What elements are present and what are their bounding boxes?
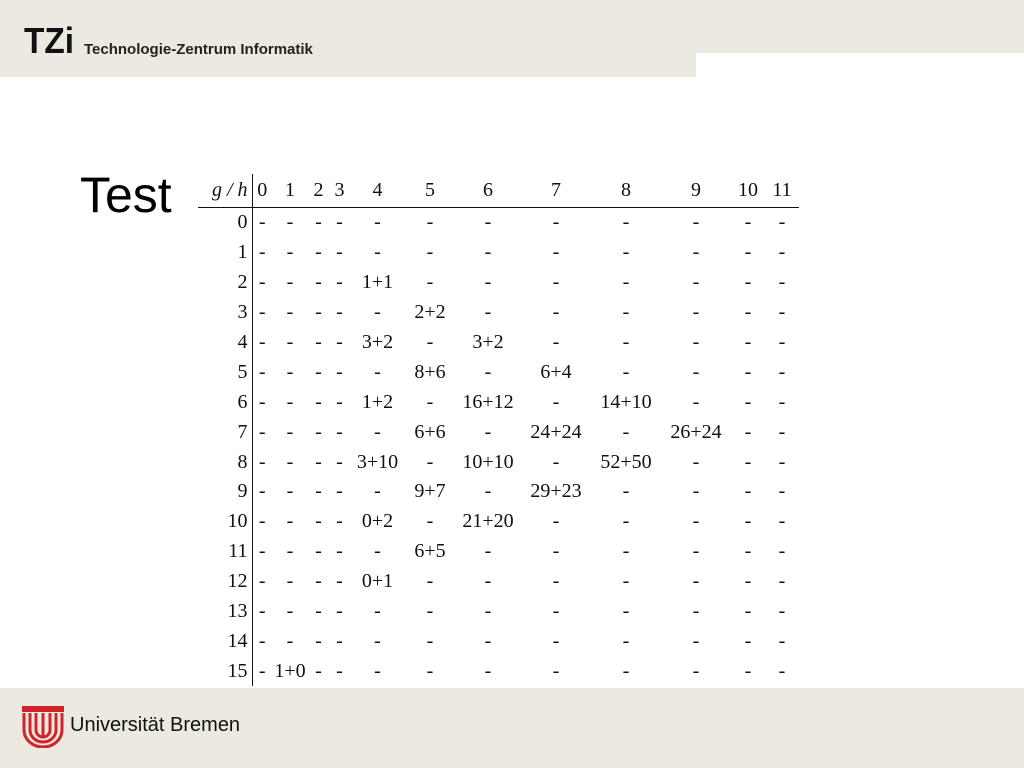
- table-row: [198, 298, 799, 328]
- table-cell: 21+20: [462, 510, 514, 533]
- table-cell: -: [315, 271, 322, 294]
- table-cell: -: [622, 480, 630, 503]
- table-cell: -: [286, 390, 294, 413]
- table-cell: -: [426, 211, 434, 234]
- table-cell: -: [336, 301, 343, 324]
- table-cell: -: [315, 659, 322, 682]
- table-cell: -: [258, 450, 266, 473]
- table-cell: -: [552, 600, 560, 623]
- header-title: Technologie-Zentrum Informatik: [84, 41, 313, 58]
- table-cell: 0+1: [361, 570, 394, 593]
- table-cell: -: [374, 241, 381, 264]
- table-cell: 8+6: [414, 360, 446, 383]
- row-header: 10: [198, 507, 252, 537]
- table-cell: -: [258, 420, 266, 443]
- table-cell: -: [286, 301, 294, 324]
- table-cell: -: [692, 510, 700, 533]
- table-cell: -: [258, 211, 266, 234]
- university-name: Universität Bremen: [70, 714, 241, 736]
- table-cell: -: [744, 241, 752, 264]
- table-cell: -: [484, 301, 492, 324]
- table-cell: -: [286, 331, 294, 353]
- table-cell: -: [336, 360, 343, 383]
- table-cell: -: [336, 420, 343, 443]
- column-header: 6: [455, 174, 521, 208]
- table-cell: -: [374, 420, 381, 443]
- table-cell: 6+6: [414, 420, 446, 443]
- table-cell: -: [426, 510, 434, 533]
- table-cell: -: [426, 331, 434, 353]
- table-cell: -: [552, 540, 560, 563]
- table-cell: -: [258, 570, 266, 593]
- table-cell: -: [778, 301, 786, 324]
- table-cell: -: [692, 629, 700, 652]
- table-cell: -: [336, 450, 343, 473]
- table-cell: 6+5: [414, 540, 446, 563]
- row-header: 8: [198, 447, 252, 477]
- table-cell: -: [778, 570, 786, 593]
- table-cell: -: [744, 629, 752, 652]
- table-cell: -: [286, 510, 294, 533]
- table-cell: -: [258, 331, 266, 353]
- table-cell: -: [315, 540, 322, 563]
- table-cell: -: [622, 420, 630, 443]
- table-row: [198, 387, 799, 417]
- table-cell: -: [258, 241, 266, 264]
- table-cell: -: [778, 241, 786, 264]
- table-cell: -: [258, 510, 266, 533]
- table-row: [198, 328, 799, 358]
- table-cell: -: [692, 360, 700, 383]
- row-header: 2: [198, 268, 252, 298]
- table-cell: -: [552, 271, 560, 294]
- table-cell: -: [552, 331, 560, 353]
- table-cell: -: [258, 390, 266, 413]
- table-cell: -: [744, 331, 752, 353]
- table-cell: -: [552, 390, 560, 413]
- table-cell: -: [286, 600, 294, 623]
- table-row: [198, 597, 799, 627]
- table-cell: -: [374, 600, 381, 623]
- table-cell: -: [744, 540, 752, 563]
- table-cell: -: [778, 600, 786, 623]
- table-cell: -: [692, 271, 700, 294]
- table-cell: 24+24: [530, 420, 582, 443]
- row-header: 13: [198, 597, 252, 627]
- table-cell: -: [778, 271, 786, 294]
- table-row: [198, 537, 799, 567]
- table-cell: -: [778, 360, 786, 383]
- table-cell: 9+7: [414, 480, 446, 503]
- table-cell: -: [286, 450, 294, 473]
- tzi-logo: [24, 24, 76, 56]
- column-header: 11: [765, 174, 799, 208]
- table-cell: -: [622, 360, 630, 383]
- table-cell: -: [622, 271, 630, 294]
- table-cell: 52+50: [600, 450, 652, 473]
- column-header: 2: [308, 174, 329, 208]
- column-header: 3: [329, 174, 350, 208]
- table-cell: -: [258, 360, 266, 383]
- table-cell: -: [484, 420, 492, 443]
- table-cell: -: [484, 241, 492, 264]
- table-cell: 3+2: [361, 331, 394, 353]
- column-header: 0: [252, 174, 272, 208]
- table-cell: -: [744, 211, 752, 234]
- table-cell: -: [374, 301, 381, 324]
- table-row: [198, 357, 799, 387]
- table-row: [198, 477, 799, 507]
- table-cell: -: [315, 390, 322, 413]
- table-row: [198, 417, 799, 447]
- table-cell: -: [692, 390, 700, 413]
- table-cell: 2+2: [414, 301, 446, 324]
- table-cell: -: [622, 331, 630, 353]
- table-cell: 1+0: [274, 659, 306, 682]
- table-cell: -: [552, 659, 560, 682]
- table-row: [198, 626, 799, 656]
- table-cell: -: [286, 420, 294, 443]
- table-cell: -: [286, 629, 294, 652]
- row-header: 6: [198, 387, 252, 417]
- table-cell: -: [315, 510, 322, 533]
- table-cell: -: [426, 600, 434, 623]
- table-cell: -: [484, 271, 492, 294]
- university-bremen-logo: [22, 706, 64, 748]
- table-row: [198, 656, 799, 686]
- table-cell: -: [336, 241, 343, 264]
- table-cell: -: [286, 211, 294, 234]
- table-cell: -: [622, 211, 630, 234]
- table-cell: -: [778, 211, 786, 234]
- corner-label: g / h: [198, 174, 252, 208]
- table-cell: -: [286, 241, 294, 264]
- table-cell: -: [622, 241, 630, 264]
- table-cell: -: [484, 480, 492, 503]
- table-cell: -: [374, 659, 381, 682]
- table-cell: -: [778, 540, 786, 563]
- table-cell: 16+12: [462, 390, 514, 413]
- table-cell: -: [258, 600, 266, 623]
- table-cell: -: [484, 360, 492, 383]
- table-cell: -: [692, 241, 700, 264]
- table-row: [198, 447, 799, 477]
- table-cell: -: [692, 600, 700, 623]
- table-cell: -: [315, 629, 322, 652]
- table-cell: -: [315, 211, 322, 234]
- table-cell: -: [336, 390, 343, 413]
- table-cell: -: [692, 540, 700, 563]
- table-cell: -: [336, 271, 343, 294]
- table-cell: -: [426, 659, 434, 682]
- table-row: [198, 567, 799, 597]
- table-cell: 1+1: [361, 271, 394, 294]
- table-cell: -: [622, 659, 630, 682]
- table-cell: -: [552, 570, 560, 593]
- table-cell: -: [744, 600, 752, 623]
- table-cell: -: [374, 540, 381, 563]
- table-cell: -: [315, 450, 322, 473]
- table-header-row: [198, 174, 799, 208]
- table-row: [198, 507, 799, 537]
- table-cell: -: [744, 390, 752, 413]
- table-cell: -: [258, 301, 266, 324]
- table-container: [198, 174, 799, 686]
- table-cell: -: [336, 600, 343, 623]
- row-header: 11: [198, 537, 252, 567]
- table-cell: -: [778, 390, 786, 413]
- table-cell: -: [315, 480, 322, 503]
- table-cell: -: [692, 211, 700, 234]
- table-cell: -: [258, 540, 266, 563]
- table-cell: -: [484, 600, 492, 623]
- table-cell: -: [484, 211, 492, 234]
- table-cell: -: [374, 480, 381, 503]
- table-cell: -: [286, 570, 294, 593]
- table-cell: -: [336, 659, 343, 682]
- table-cell: -: [744, 480, 752, 503]
- table-cell: -: [374, 211, 381, 234]
- table-cell: -: [258, 629, 266, 652]
- column-header: 8: [591, 174, 661, 208]
- table-cell: -: [778, 510, 786, 533]
- table-cell: -: [426, 241, 434, 264]
- table-cell: -: [336, 211, 343, 234]
- table-cell: -: [374, 360, 381, 383]
- table-cell: -: [552, 450, 560, 473]
- table-cell: -: [692, 570, 700, 593]
- table-cell: -: [778, 480, 786, 503]
- table-cell: -: [336, 570, 343, 593]
- column-header: 4: [350, 174, 405, 208]
- table-cell: -: [778, 629, 786, 652]
- table-cell: -: [778, 659, 786, 682]
- column-header: 10: [731, 174, 765, 208]
- table-cell: -: [552, 301, 560, 324]
- table-cell: -: [315, 301, 322, 324]
- table-cell: -: [778, 420, 786, 443]
- table-body: [198, 208, 799, 687]
- table-cell: -: [692, 450, 700, 473]
- table-cell: -: [374, 629, 381, 652]
- table-cell: -: [744, 570, 752, 593]
- table-cell: -: [692, 331, 700, 353]
- table-cell: -: [286, 540, 294, 563]
- table-cell: 0+2: [361, 510, 394, 533]
- table-cell: -: [484, 570, 492, 593]
- table-cell: -: [315, 360, 322, 383]
- table-cell: 14+10: [600, 390, 652, 413]
- table-cell: -: [336, 480, 343, 503]
- table-cell: 26+24: [670, 420, 722, 443]
- row-header: 14: [198, 626, 252, 656]
- table-cell: 1+2: [361, 390, 394, 413]
- table-cell: -: [426, 450, 434, 473]
- table-cell: -: [315, 331, 322, 353]
- table-cell: -: [552, 241, 560, 264]
- table-cell: -: [552, 629, 560, 652]
- table-cell: -: [258, 659, 266, 682]
- table-cell: -: [426, 629, 434, 652]
- table-cell: -: [315, 570, 322, 593]
- table-cell: -: [426, 271, 434, 294]
- table-cell: 6+4: [540, 360, 572, 383]
- table-row: [198, 208, 799, 238]
- table-cell: -: [315, 241, 322, 264]
- table-cell: -: [744, 450, 752, 473]
- row-header: 5: [198, 357, 252, 387]
- table-cell: 3+10: [356, 450, 399, 473]
- row-header: 0: [198, 208, 252, 238]
- table-cell: 10+10: [462, 450, 514, 473]
- table-cell: -: [622, 570, 630, 593]
- table-cell: -: [286, 480, 294, 503]
- table-cell: -: [484, 659, 492, 682]
- table-cell: -: [744, 301, 752, 324]
- table-cell: -: [315, 420, 322, 443]
- table-cell: -: [692, 659, 700, 682]
- table-cell: -: [622, 540, 630, 563]
- slide-title: Test: [80, 167, 172, 223]
- tzi-logo-text: TZi: [24, 24, 74, 56]
- data-table: [198, 174, 799, 686]
- column-header: 7: [521, 174, 591, 208]
- table-cell: -: [336, 510, 343, 533]
- table-cell: -: [622, 600, 630, 623]
- table-cell: -: [552, 211, 560, 234]
- table-cell: -: [336, 540, 343, 563]
- column-header: 9: [661, 174, 731, 208]
- header-band-right: [696, 0, 1024, 53]
- table-cell: -: [286, 360, 294, 383]
- row-header: 1: [198, 238, 252, 268]
- table-cell: -: [552, 510, 560, 533]
- table-row: [198, 268, 799, 298]
- table-cell: -: [336, 331, 343, 353]
- table-cell: -: [286, 271, 294, 294]
- row-header: 7: [198, 417, 252, 447]
- row-header: 4: [198, 328, 252, 358]
- table-cell: -: [778, 331, 786, 353]
- table-cell: -: [484, 629, 492, 652]
- table-cell: -: [744, 510, 752, 533]
- row-header: 3: [198, 298, 252, 328]
- table-cell: -: [744, 271, 752, 294]
- table-cell: -: [778, 450, 786, 473]
- table-cell: -: [744, 360, 752, 383]
- header-band: [0, 0, 696, 77]
- table-cell: -: [692, 480, 700, 503]
- row-header: 9: [198, 477, 252, 507]
- table-cell: -: [622, 510, 630, 533]
- row-header: 15: [198, 656, 252, 686]
- row-header: 12: [198, 567, 252, 597]
- table-cell: -: [622, 301, 630, 324]
- table-cell: -: [258, 480, 266, 503]
- table-cell: -: [258, 271, 266, 294]
- column-header: 1: [272, 174, 308, 208]
- table-cell: -: [315, 600, 322, 623]
- table-cell: -: [744, 420, 752, 443]
- table-cell: 29+23: [530, 480, 582, 503]
- table-cell: -: [426, 570, 434, 593]
- column-header: 5: [405, 174, 455, 208]
- table-cell: -: [336, 629, 343, 652]
- table-row: [198, 238, 799, 268]
- table-cell: -: [622, 629, 630, 652]
- table-cell: 3+2: [472, 331, 504, 353]
- table-cell: -: [692, 301, 700, 324]
- table-cell: -: [744, 659, 752, 682]
- table-cell: -: [426, 390, 434, 413]
- table-cell: -: [484, 540, 492, 563]
